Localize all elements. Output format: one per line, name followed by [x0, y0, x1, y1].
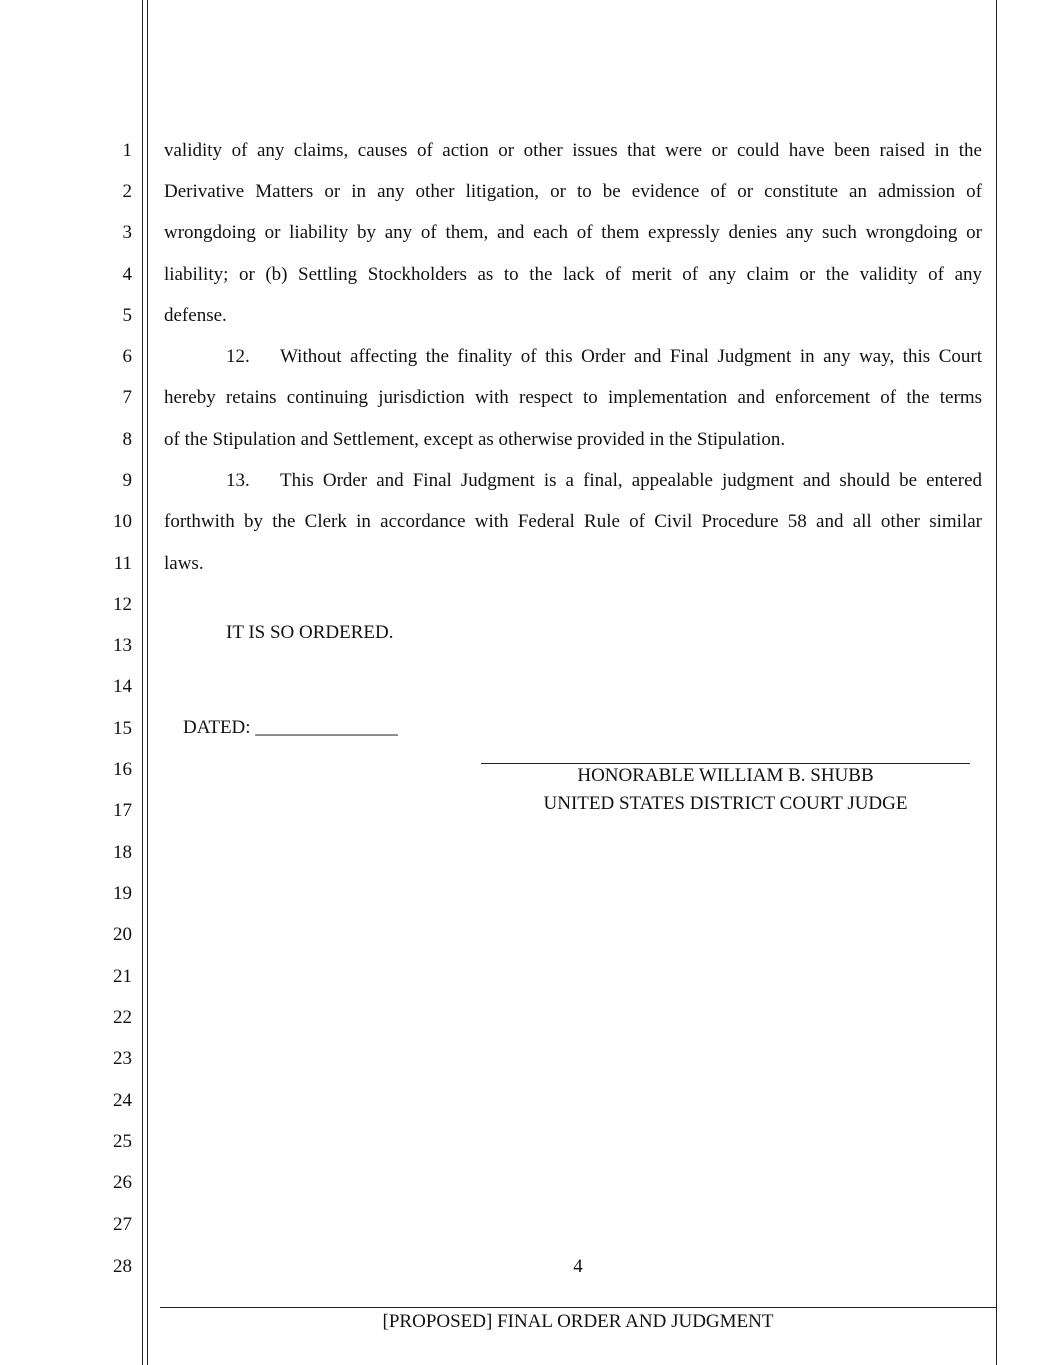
line-number: 14 — [113, 676, 132, 697]
line-number: 3 — [122, 222, 132, 243]
line-number: 21 — [113, 966, 132, 987]
body-line: hereby retains continuing jurisdiction with respect to implementation and enforcement of the terms — [164, 387, 982, 408]
line-number: 6 — [122, 346, 132, 367]
so-ordered-text: IT IS SO ORDERED. — [226, 622, 394, 643]
line-number: 2 — [122, 181, 132, 202]
line-number: 24 — [113, 1090, 132, 1111]
line-number: 12 — [113, 594, 132, 615]
right-margin-rule — [996, 0, 997, 1365]
line-number: 26 — [113, 1172, 132, 1193]
body-line: of the Stipulation and Settlement, except as otherwise provided in the Stipulation. — [164, 429, 786, 450]
line-number: 19 — [113, 883, 132, 904]
line-number: 22 — [113, 1007, 132, 1028]
line-number: 25 — [113, 1131, 132, 1152]
line-number: 5 — [122, 305, 132, 326]
body-line: laws. — [164, 553, 204, 574]
line-number: 17 — [113, 800, 132, 821]
body-line: Derivative Matters or in any other litigation, or to be evidence of or constitute an admission of — [164, 181, 982, 202]
line-number: 7 — [122, 387, 132, 408]
body-line: defense. — [164, 305, 227, 326]
line-number: 13 — [113, 635, 132, 656]
line-number: 11 — [113, 553, 132, 574]
line-number: 18 — [113, 842, 132, 863]
dated-line: DATED: _______________ — [183, 717, 398, 738]
body-line: forthwith by the Clerk in accordance with Federal Rule of Civil Procedure 58 and all other similar — [164, 511, 982, 532]
paragraph-number: 13. — [226, 470, 250, 491]
line-number: 28 — [113, 1256, 132, 1277]
left-margin-rule-outer — [142, 0, 143, 1365]
line-number: 1 — [122, 140, 132, 161]
line-number: 16 — [113, 759, 132, 780]
left-margin-rule-inner — [147, 0, 148, 1365]
judge-title: UNITED STATES DISTRICT COURT JUDGE — [543, 793, 908, 814]
judge-name: HONORABLE WILLIAM B. SHUBB — [577, 765, 874, 786]
body-line: liability; or (b) Settling Stockholders as to the lack of merit of any claim or the validity of any — [164, 264, 982, 285]
paragraph-13-first-line — [164, 470, 982, 492]
footer-title: [PROPOSED] FINAL ORDER AND JUDGMENT — [382, 1311, 774, 1332]
line-number: 4 — [122, 264, 132, 285]
line-number: 9 — [122, 470, 132, 491]
page-number: 4 — [573, 1256, 583, 1277]
signature-line — [481, 763, 970, 764]
line-number: 10 — [113, 511, 132, 532]
body-line: Without affecting the finality of this Order and Final Judgment in any way, this Court — [280, 346, 982, 367]
line-number: 20 — [113, 924, 132, 945]
body-line: This Order and Final Judgment is a final, appealable judgment and should be entered — [280, 470, 982, 491]
line-number: 8 — [122, 429, 132, 450]
body-line: wrongdoing or liability by any of them, and each of them expressly denies any such wrongdoing or — [164, 222, 982, 243]
paragraph-number: 12. — [226, 346, 250, 367]
line-number: 23 — [113, 1048, 132, 1069]
body-line: validity of any claims, causes of action or other issues that were or could have been raised in the — [164, 140, 982, 161]
line-number: 15 — [113, 718, 132, 739]
footer-rule — [160, 1307, 996, 1308]
line-number: 27 — [113, 1214, 132, 1235]
paragraph-12-first-line — [164, 346, 982, 368]
